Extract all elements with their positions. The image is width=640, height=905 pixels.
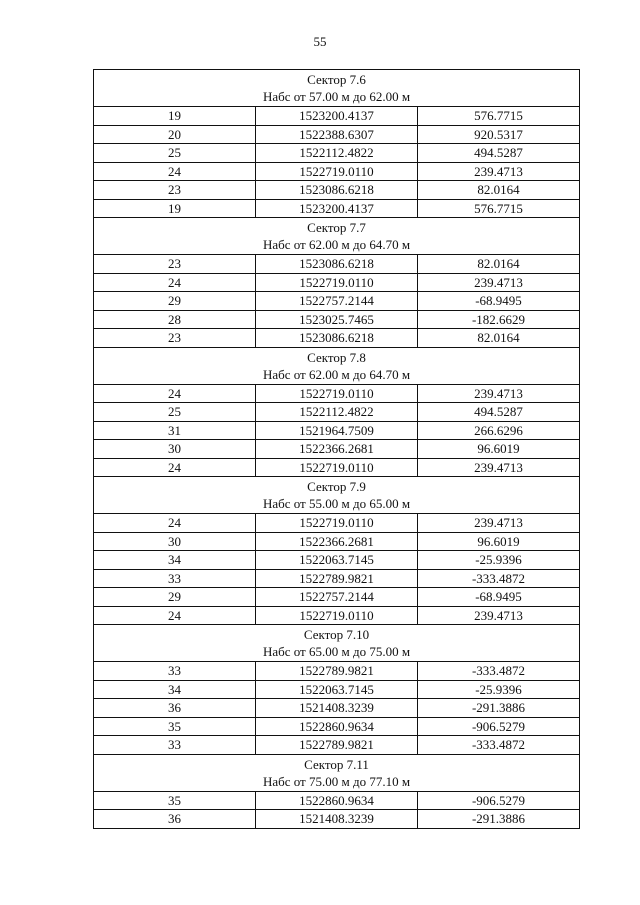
- y-coordinate-cell: -906.5279: [418, 717, 580, 736]
- section-header-cell: [94, 347, 580, 384]
- point-number-cell: 31: [94, 421, 256, 440]
- y-coordinate-cell: 239.4713: [418, 273, 580, 292]
- y-coordinate-cell: 239.4713: [418, 384, 580, 403]
- table-row: [94, 810, 580, 829]
- point-number-cell: 33: [94, 736, 256, 755]
- x-coordinate-cell: 1522719.0110: [256, 606, 418, 625]
- section-header-row: [94, 477, 580, 514]
- y-coordinate-cell: 239.4713: [418, 458, 580, 477]
- point-number-cell: 29: [94, 292, 256, 311]
- table-row: [94, 292, 580, 311]
- point-number-cell: 23: [94, 181, 256, 200]
- point-number-cell: 33: [94, 569, 256, 588]
- y-coordinate-cell: -291.3886: [418, 699, 580, 718]
- x-coordinate-cell: 1521408.3239: [256, 810, 418, 829]
- point-number-cell: 30: [94, 532, 256, 551]
- table-row: [94, 532, 580, 551]
- point-number-cell: 25: [94, 403, 256, 422]
- table-row: [94, 162, 580, 181]
- y-coordinate-cell: 494.5287: [418, 144, 580, 163]
- point-number-cell: 24: [94, 384, 256, 403]
- point-number-cell: 35: [94, 717, 256, 736]
- x-coordinate-cell: 1523200.4137: [256, 199, 418, 218]
- y-coordinate-cell: -333.4872: [418, 736, 580, 755]
- table-row: [94, 717, 580, 736]
- y-coordinate-cell: -68.9495: [418, 292, 580, 311]
- x-coordinate-cell: 1522112.4822: [256, 144, 418, 163]
- x-coordinate-cell: 1522719.0110: [256, 384, 418, 403]
- x-coordinate-cell: 1523086.6218: [256, 181, 418, 200]
- x-coordinate-cell: 1522388.6307: [256, 125, 418, 144]
- table-row: [94, 107, 580, 126]
- y-coordinate-cell: -906.5279: [418, 791, 580, 810]
- table-row: [94, 125, 580, 144]
- point-number-cell: 24: [94, 606, 256, 625]
- point-number-cell: 25: [94, 144, 256, 163]
- table-row: [94, 144, 580, 163]
- point-number-cell: 24: [94, 458, 256, 477]
- section-header-row: [94, 754, 580, 791]
- table-row: [94, 384, 580, 403]
- x-coordinate-cell: 1522112.4822: [256, 403, 418, 422]
- point-number-cell: 34: [94, 680, 256, 699]
- section-title: Сектор 7.8: [307, 349, 366, 365]
- x-coordinate-cell: 1522860.9634: [256, 791, 418, 810]
- coordinates-table: [93, 69, 580, 829]
- point-number-cell: 33: [94, 662, 256, 681]
- y-coordinate-cell: 82.0164: [418, 329, 580, 348]
- table-row: [94, 458, 580, 477]
- x-coordinate-cell: 1522719.0110: [256, 273, 418, 292]
- point-number-cell: 24: [94, 273, 256, 292]
- y-coordinate-cell: 266.6296: [418, 421, 580, 440]
- section-header-cell: [94, 477, 580, 514]
- x-coordinate-cell: 1523086.6218: [256, 329, 418, 348]
- x-coordinate-cell: 1522366.2681: [256, 532, 418, 551]
- table-row: [94, 181, 580, 200]
- y-coordinate-cell: 239.4713: [418, 606, 580, 625]
- table-row: [94, 736, 580, 755]
- table-row: [94, 606, 580, 625]
- table-row: [94, 588, 580, 607]
- point-number-cell: 23: [94, 329, 256, 348]
- table-row: [94, 514, 580, 533]
- section-title: Сектор 7.9: [307, 479, 366, 494]
- y-coordinate-cell: 576.7715: [418, 199, 580, 218]
- point-number-cell: 19: [94, 107, 256, 126]
- table-row: [94, 569, 580, 588]
- y-coordinate-cell: 82.0164: [418, 181, 580, 200]
- y-coordinate-cell: 920.5317: [418, 125, 580, 144]
- point-number-cell: 28: [94, 310, 256, 329]
- x-coordinate-cell: 1522719.0110: [256, 458, 418, 477]
- section-header-cell: [94, 625, 580, 662]
- x-coordinate-cell: 1522789.9821: [256, 662, 418, 681]
- section-title: Сектор 7.11: [304, 756, 369, 772]
- y-coordinate-cell: -68.9495: [418, 588, 580, 607]
- point-number-cell: 35: [94, 791, 256, 810]
- y-coordinate-cell: -291.3886: [418, 810, 580, 829]
- table-row: [94, 662, 580, 681]
- table-row: [94, 421, 580, 440]
- table-row: [94, 551, 580, 570]
- x-coordinate-cell: 1523086.6218: [256, 255, 418, 274]
- x-coordinate-cell: 1521408.3239: [256, 699, 418, 718]
- x-coordinate-cell: 1522757.2144: [256, 292, 418, 311]
- table-row: [94, 440, 580, 459]
- y-coordinate-cell: 239.4713: [418, 514, 580, 533]
- section-elevation-range: Набс от 62.00 м до 64.70 м: [262, 366, 411, 382]
- point-number-cell: 24: [94, 514, 256, 533]
- x-coordinate-cell: 1522063.7145: [256, 551, 418, 570]
- table-row: [94, 255, 580, 274]
- coordinates-table-body: [94, 70, 580, 829]
- y-coordinate-cell: -333.4872: [418, 569, 580, 588]
- x-coordinate-cell: 1521964.7509: [256, 421, 418, 440]
- y-coordinate-cell: -25.9396: [418, 551, 580, 570]
- x-coordinate-cell: 1522757.2144: [256, 588, 418, 607]
- x-coordinate-cell: 1522719.0110: [256, 162, 418, 181]
- section-header-row: [94, 625, 580, 662]
- x-coordinate-cell: 1522789.9821: [256, 569, 418, 588]
- section-elevation-range: Набс от 65.00 м до 75.00 м: [262, 644, 411, 659]
- section-header-row: [94, 347, 580, 384]
- table-row: [94, 199, 580, 218]
- y-coordinate-cell: 576.7715: [418, 107, 580, 126]
- point-number-cell: 19: [94, 199, 256, 218]
- section-header-row: [94, 218, 580, 255]
- x-coordinate-cell: 1522789.9821: [256, 736, 418, 755]
- x-coordinate-cell: 1522366.2681: [256, 440, 418, 459]
- table-row: [94, 273, 580, 292]
- section-header-cell: [94, 754, 580, 791]
- section-elevation-range: Набс от 75.00 м до 77.10 м: [262, 773, 411, 789]
- table-row: [94, 310, 580, 329]
- y-coordinate-cell: -182.6629: [418, 310, 580, 329]
- point-number-cell: 36: [94, 699, 256, 718]
- section-header-cell: [94, 70, 580, 107]
- section-title: Сектор 7.7: [307, 220, 366, 235]
- section-header-row: [94, 70, 580, 107]
- y-coordinate-cell: -25.9396: [418, 680, 580, 699]
- section-title: Сектор 7.6: [307, 72, 366, 87]
- point-number-cell: 24: [94, 162, 256, 181]
- section-elevation-range: Набс от 55.00 м до 65.00 м: [262, 496, 411, 511]
- x-coordinate-cell: 1522719.0110: [256, 514, 418, 533]
- table-row: [94, 329, 580, 348]
- section-header-cell: [94, 218, 580, 255]
- table-row: [94, 791, 580, 810]
- y-coordinate-cell: 82.0164: [418, 255, 580, 274]
- section-title: Сектор 7.10: [303, 627, 370, 642]
- point-number-cell: 23: [94, 255, 256, 274]
- table-row: [94, 680, 580, 699]
- section-elevation-range: Набс от 62.00 м до 64.70 м: [262, 237, 411, 252]
- table-row: [94, 403, 580, 422]
- point-number-cell: 36: [94, 810, 256, 829]
- page-number: 55: [313, 34, 327, 49]
- y-coordinate-cell: 239.4713: [418, 162, 580, 181]
- x-coordinate-cell: 1523200.4137: [256, 107, 418, 126]
- x-coordinate-cell: 1522063.7145: [256, 680, 418, 699]
- x-coordinate-cell: 1523025.7465: [256, 310, 418, 329]
- y-coordinate-cell: -333.4872: [418, 662, 580, 681]
- point-number-cell: 29: [94, 588, 256, 607]
- point-number-cell: 34: [94, 551, 256, 570]
- y-coordinate-cell: 96.6019: [418, 440, 580, 459]
- point-number-cell: 20: [94, 125, 256, 144]
- section-elevation-range: Набс от 57.00 м до 62.00 м: [262, 89, 411, 104]
- y-coordinate-cell: 96.6019: [418, 532, 580, 551]
- x-coordinate-cell: 1522860.9634: [256, 717, 418, 736]
- table-row: [94, 699, 580, 718]
- y-coordinate-cell: 494.5287: [418, 403, 580, 422]
- point-number-cell: 30: [94, 440, 256, 459]
